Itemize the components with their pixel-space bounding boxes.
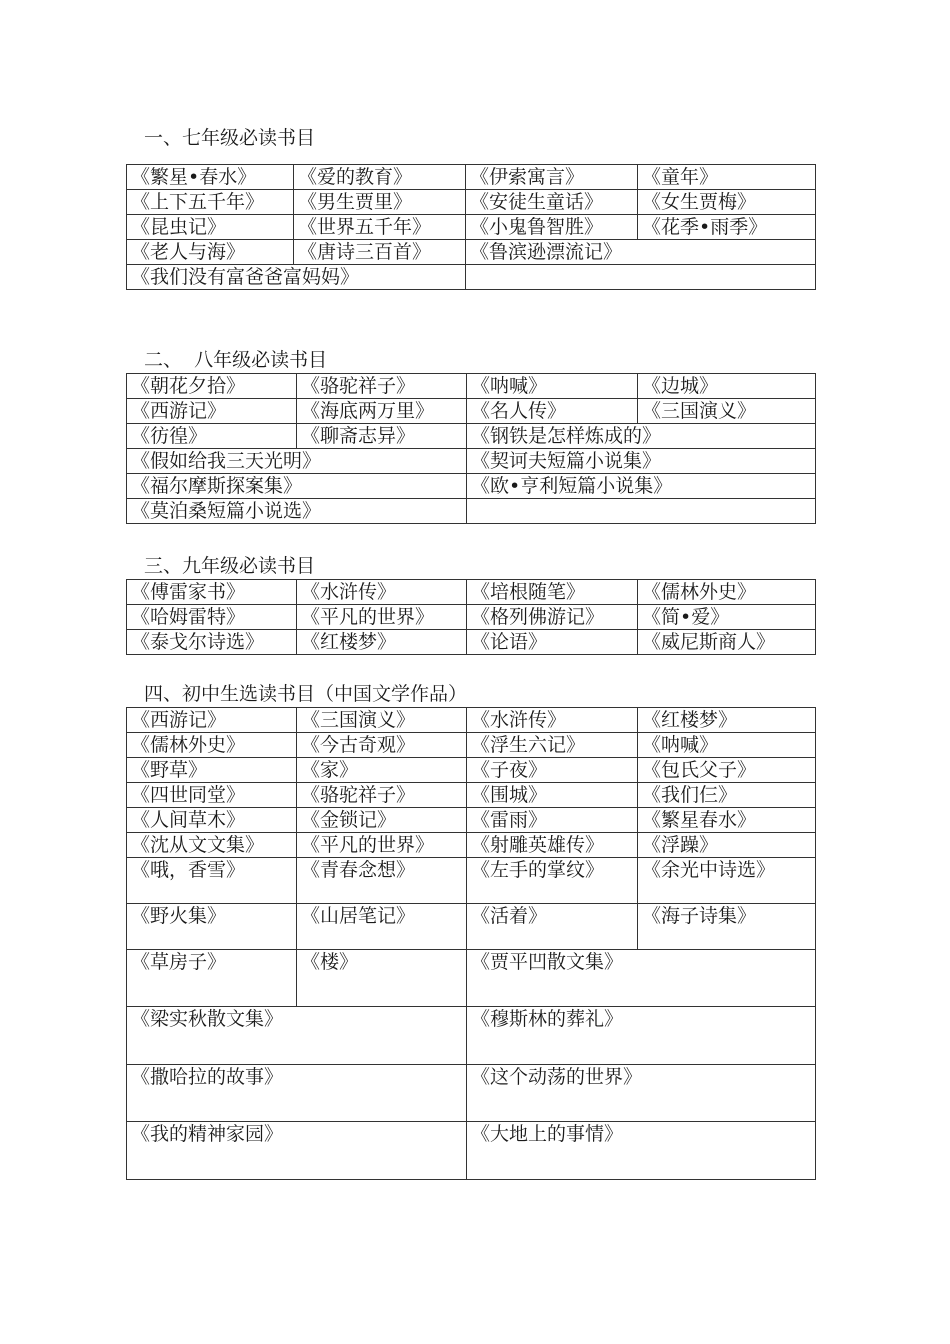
book-cell: 《楼》 xyxy=(297,950,467,1007)
table-row xyxy=(127,733,816,758)
book-cell: 《贾平凹散文集》 xyxy=(467,950,816,1007)
book-cell: 《繁星春水》 xyxy=(638,808,816,833)
book-cell: 《四世同堂》 xyxy=(127,783,297,808)
book-cell: 《骆驼祥子》 xyxy=(297,374,467,399)
book-cell: 《男生贾里》 xyxy=(294,190,466,215)
book-cell: 《梁实秋散文集》 xyxy=(127,1007,467,1065)
book-cell: 《女生贾梅》 xyxy=(638,190,816,215)
book-cell: 《海底两万里》 xyxy=(297,399,467,424)
book-cell: 《鲁滨逊漂流记》 xyxy=(466,240,816,265)
book-cell: 《穆斯林的葬礼》 xyxy=(467,1007,816,1065)
book-cell: 《哦，香雪》 xyxy=(127,858,297,904)
grade-8-book-table xyxy=(126,373,816,524)
book-cell: 《钢铁是怎样炼成的》 xyxy=(467,424,816,449)
table-row xyxy=(127,1122,816,1180)
book-cell: 《西游记》 xyxy=(127,708,297,733)
table-row xyxy=(127,1007,816,1065)
book-cell: 《呐喊》 xyxy=(638,733,816,758)
book-cell: 《儒林外史》 xyxy=(638,580,816,605)
optional-book-table xyxy=(126,707,816,1180)
book-cell: 《骆驼祥子》 xyxy=(297,783,467,808)
table-row xyxy=(127,708,816,733)
book-cell: 《我们仨》 xyxy=(638,783,816,808)
book-cell: 《三国演义》 xyxy=(297,708,467,733)
table-row xyxy=(127,165,816,190)
book-cell: 《野火集》 xyxy=(127,904,297,950)
book-cell: 《家》 xyxy=(297,758,467,783)
book-cell: 《野草》 xyxy=(127,758,297,783)
book-cell: 《三国演义》 xyxy=(638,399,816,424)
book-cell: 《老人与海》 xyxy=(127,240,294,265)
section-3-heading: 三、九年级必读书目 xyxy=(144,555,316,577)
book-cell: 《繁星•春水》 xyxy=(127,165,294,190)
book-cell: 《围城》 xyxy=(467,783,638,808)
book-cell: 《平凡的世界》 xyxy=(297,833,467,858)
book-cell: 《青春念想》 xyxy=(297,858,467,904)
book-cell: 《简•爱》 xyxy=(638,605,816,630)
book-cell: 《花季•雨季》 xyxy=(638,215,816,240)
section-4-heading: 四、初中生选读书目（中国文学作品） xyxy=(144,683,468,705)
book-cell: 《包氏父子》 xyxy=(638,758,816,783)
book-cell: 《安徒生童话》 xyxy=(466,190,638,215)
table-row xyxy=(127,499,816,524)
book-cell: 《草房子》 xyxy=(127,950,297,1007)
section-2-heading: 二、 八年级必读书目 xyxy=(144,349,328,371)
table-row xyxy=(127,374,816,399)
book-cell: 《儒林外史》 xyxy=(127,733,297,758)
book-cell: 《爱的教育》 xyxy=(294,165,466,190)
book-cell: 《人间草木》 xyxy=(127,808,297,833)
book-cell: 《金锁记》 xyxy=(297,808,467,833)
book-cell: 《我的精神家园》 xyxy=(127,1122,467,1180)
book-cell: 《平凡的世界》 xyxy=(297,605,467,630)
book-cell: 《红楼梦》 xyxy=(638,708,816,733)
table-row xyxy=(127,265,816,290)
book-cell: 《哈姆雷特》 xyxy=(127,605,297,630)
table-row xyxy=(127,950,816,1007)
book-cell: 《童年》 xyxy=(638,165,816,190)
book-cell: 《浮躁》 xyxy=(638,833,816,858)
book-cell: 《我们没有富爸爸富妈妈》 xyxy=(127,265,466,290)
book-cell: 《小鬼鲁智胜》 xyxy=(466,215,638,240)
book-cell: 《浮生六记》 xyxy=(467,733,638,758)
book-cell: 《撒哈拉的故事》 xyxy=(127,1065,467,1122)
book-cell: 《沈从文文集》 xyxy=(127,833,297,858)
book-cell: 《唐诗三百首》 xyxy=(294,240,466,265)
book-cell: 《聊斋志异》 xyxy=(297,424,467,449)
table-row xyxy=(127,904,816,950)
book-cell: 《活着》 xyxy=(467,904,638,950)
book-cell: 《这个动荡的世界》 xyxy=(467,1065,816,1122)
book-cell: 《边城》 xyxy=(638,374,816,399)
book-cell: 《福尔摩斯探案集》 xyxy=(127,474,467,499)
section-1-heading: 一、七年级必读书目 xyxy=(144,127,316,149)
book-cell: 《雷雨》 xyxy=(467,808,638,833)
table-row xyxy=(127,605,816,630)
book-cell: 《呐喊》 xyxy=(467,374,638,399)
table-row xyxy=(127,240,816,265)
book-cell: 《朝花夕拾》 xyxy=(127,374,297,399)
book-cell: 《余光中诗选》 xyxy=(638,858,816,904)
book-cell: 《欧•亨利短篇小说集》 xyxy=(467,474,816,499)
table-row xyxy=(127,399,816,424)
book-cell: 《名人传》 xyxy=(467,399,638,424)
book-cell: 《左手的掌纹》 xyxy=(467,858,638,904)
book-cell: 《格列佛游记》 xyxy=(467,605,638,630)
table-row xyxy=(127,580,816,605)
table-row xyxy=(127,783,816,808)
book-cell: 《上下五千年》 xyxy=(127,190,294,215)
empty-cell xyxy=(466,265,816,290)
table-row xyxy=(127,215,816,240)
book-cell: 《射雕英雄传》 xyxy=(467,833,638,858)
book-cell: 《彷徨》 xyxy=(127,424,297,449)
grade-7-book-table xyxy=(126,164,816,290)
table-row xyxy=(127,424,816,449)
book-cell: 《水浒传》 xyxy=(297,580,467,605)
book-cell: 《昆虫记》 xyxy=(127,215,294,240)
book-cell: 《水浒传》 xyxy=(467,708,638,733)
book-cell: 《泰戈尔诗选》 xyxy=(127,630,297,655)
table-row xyxy=(127,808,816,833)
book-cell: 《莫泊桑短篇小说选》 xyxy=(127,499,467,524)
book-cell: 《威尼斯商人》 xyxy=(638,630,816,655)
book-cell: 《世界五千年》 xyxy=(294,215,466,240)
table-row xyxy=(127,858,816,904)
book-cell: 《论语》 xyxy=(467,630,638,655)
table-row xyxy=(127,1065,816,1122)
table-row xyxy=(127,449,816,474)
empty-cell xyxy=(467,499,816,524)
book-cell: 《大地上的事情》 xyxy=(467,1122,816,1180)
book-cell: 《培根随笔》 xyxy=(467,580,638,605)
table-row xyxy=(127,190,816,215)
book-cell: 《红楼梦》 xyxy=(297,630,467,655)
book-cell: 《伊索寓言》 xyxy=(466,165,638,190)
book-cell: 《契诃夫短篇小说集》 xyxy=(467,449,816,474)
table-row xyxy=(127,630,816,655)
book-cell: 《今古奇观》 xyxy=(297,733,467,758)
table-row xyxy=(127,833,816,858)
grade-9-book-table xyxy=(126,579,816,655)
book-cell: 《假如给我三天光明》 xyxy=(127,449,467,474)
book-cell: 《傅雷家书》 xyxy=(127,580,297,605)
table-row xyxy=(127,758,816,783)
book-cell: 《西游记》 xyxy=(127,399,297,424)
table-row xyxy=(127,474,816,499)
book-cell: 《海子诗集》 xyxy=(638,904,816,950)
book-cell: 《山居笔记》 xyxy=(297,904,467,950)
book-cell: 《子夜》 xyxy=(467,758,638,783)
